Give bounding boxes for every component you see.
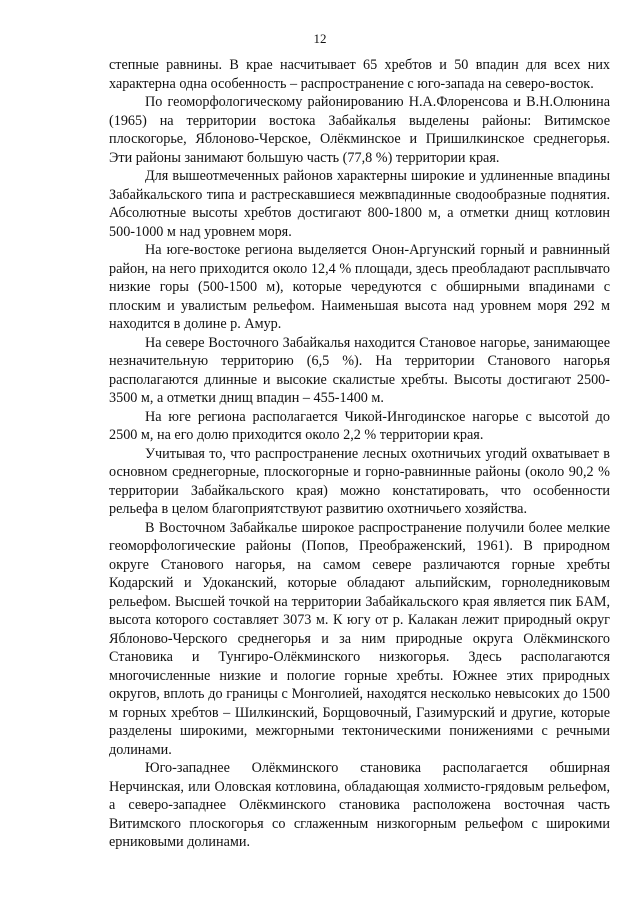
paragraph-hunting-grounds: Учитывая то, что распространение лесных охотничьих угодий охватывает в основном среднегорные, плоскогорные и горно-равнинные районы (около 90,2 % территории Забайкальского края) можно констатировать, что особенности рельефа в целом благоприятствуют развитию охотничьего хозяйства. [109,445,610,517]
page-number: 12 [313,31,327,46]
paragraph-nerchinsk-basin: Юго-западнее Олёкминского становика располагается обширная Нерчинская, или Оловская котловина, обладающая холмисто-грядовым рельефом, а северо-западнее Олёкминского становика расположена восточная часть Витимского плоскогорья со сглаженным низкогорным рельефом с широкими ерниковыми долинами. [109,760,610,850]
paragraph-small-regions: В Восточном Забайкалье широкое распространение получили более мелкие геоморфологические районы (Попов, Преображенский, 1961). В природном округе Станового нагорья, на самом севере различаются горные хребты Кодарский и Удоканский, которые обладают альпийским, горноледниковым рельефом. Высшей точкой на территории Забайкальского края является пик БАМ, высота которого составляет 3073 м. К югу от р. Калакан лежит природный округ Яблоново-Черского среднегорья и за ним природные округа Олёкминского Становика и Тунгиро-Олёкминского низкогорья. Здесь располагаются многочисленные низкие и пологие горные хребты. Южнее этих природных округов, вплоть до границы с Монголией, находятся несколько невысоких до 1500 м горных хребтов – Шилкинский, Борщовочный, Газимурский и другие, которые разделены широкими, межгорными тектоническими понижениями с речными долинами. [109,519,610,758]
paragraph-south-chikoy: На юге региона располагается Чикой-Ингодинское нагорье с высотой до 2500 м, на его долю приходится около 2,2 % территории края. [109,408,610,443]
paragraph-depressions: Для вышеотмеченных районов характерны широкие и удлиненные впадины Забайкальского типа и растрескавшиеся межвпадинные сводообразные поднятия. Абсолютные высоты хребтов достигают 800-1800 м, а отметки днищ котловин 500-1000 м над уровнем моря. [109,168,610,240]
document-body [109,56,610,852]
paragraph-southeast-region: На юге-востоке региона выделяется Онон-Аргунский горный и равнинный район, на него приходится около 12,4 % площади, здесь преобладают расплывчато низкие горы (500-1500 м), которые чередуются с обширными впадинами с плоским и увалистым рельефом. Наименьшая высота над уровнем моря 292 м находится в долине р. Амур. [109,242,610,332]
paragraph-continuation: степные равнины. В крае насчитывает 65 хребтов и 50 впадин для всех них характерна одна особенность – распространение с юго-запада на северо-восток. [109,57,610,92]
paragraph-north-stanovoe: На севере Восточного Забайкалья находится Становое нагорье, занимающее незначительную территорию (6,5 %). На территории Станового нагорья располагаются длинные и высокие скалистые хребты. Высоты достигают 2500-3500 м, а отметки днищ впадин – 455-1400 м. [109,334,610,406]
paragraph-geomorphological-zoning: По геоморфологическому районированию Н.А.Флоренсова и В.Н.Олюнина (1965) на территории востока Забайкалья выделены районы: Витимское плоскогорье, Яблоново-Черское, Олёкминское и Пришилкинское среднегорья. Эти районы занимают большую часть (77,8 %) территории края. [109,94,610,166]
